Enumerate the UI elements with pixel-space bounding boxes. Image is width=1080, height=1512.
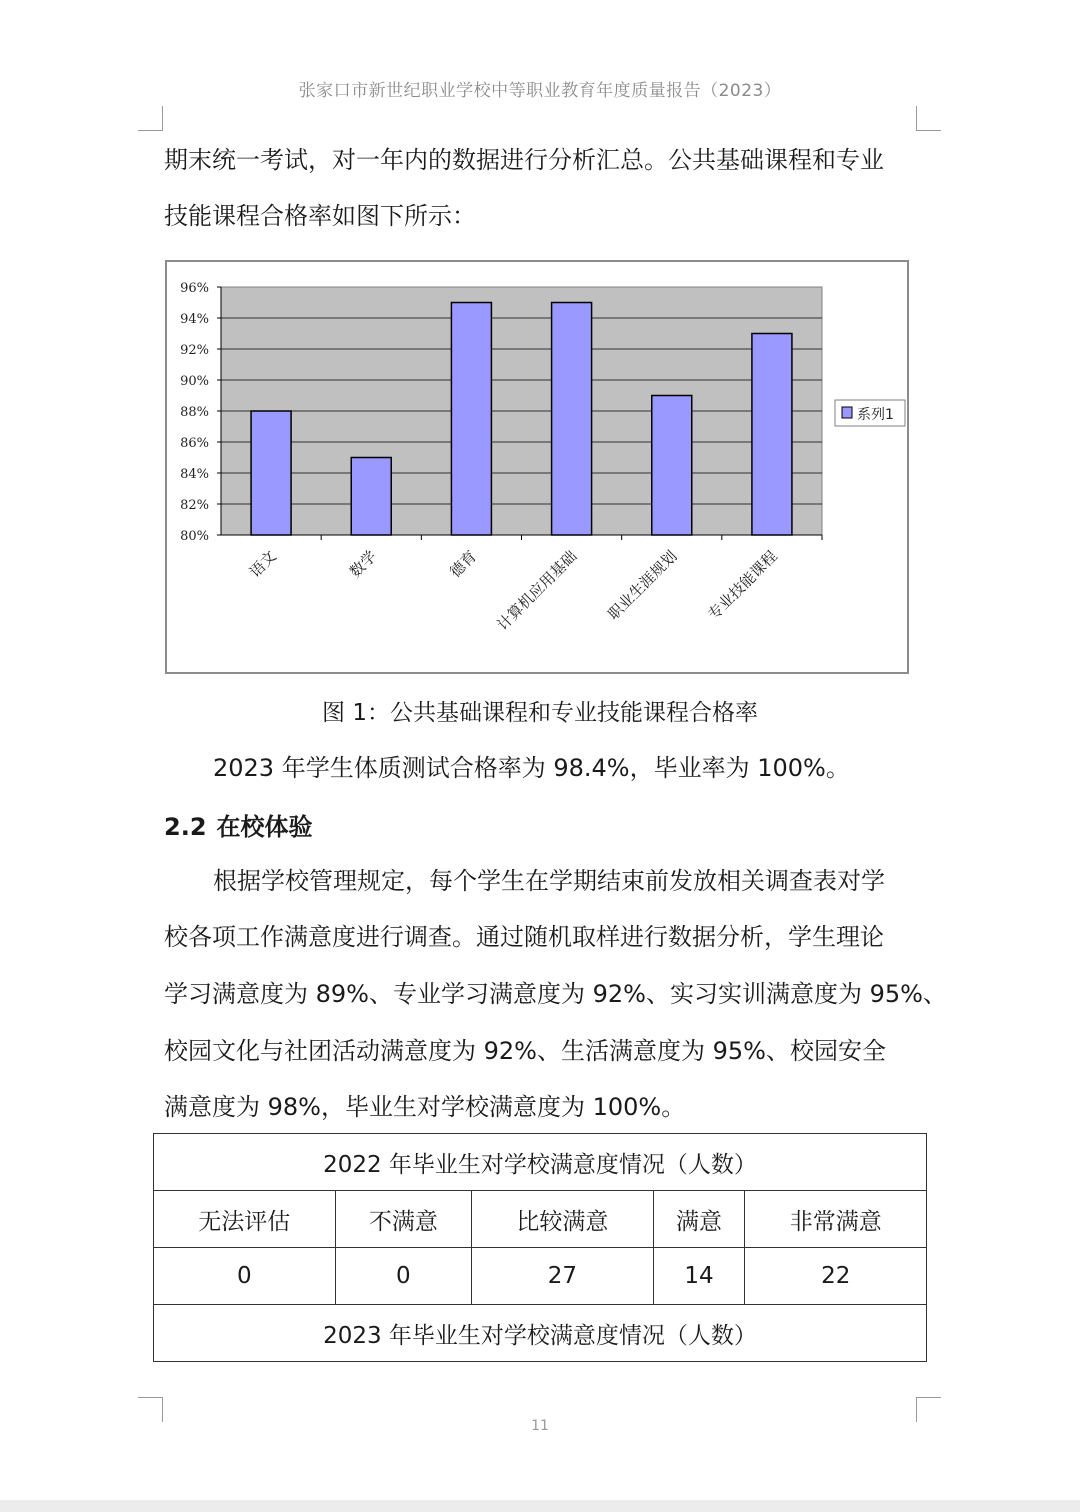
x-tick-label: 语文 (245, 547, 280, 582)
table-cell: 14 (653, 1248, 745, 1305)
table-header-cell: 无法评估 (154, 1191, 336, 1248)
x-tick-label: 计算机应用基础 (493, 547, 581, 635)
table-header-cell: 比较满意 (472, 1191, 654, 1248)
x-tick-label: 德育 (446, 547, 481, 582)
stats-line: 2023 年学生体质测试合格率为 98.4%，毕业率为 100%。 (213, 754, 850, 782)
legend-label: 系列1 (857, 407, 894, 423)
body-line-2: 校各项工作满意度进行调查。通过随机取样进行数据分析，学生理论 (164, 923, 884, 951)
y-tick-label: 94% (180, 312, 209, 327)
body-line-5: 满意度为 98%，毕业生对学校满意度为 100%。 (164, 1093, 686, 1121)
y-tick-label: 82% (180, 498, 209, 513)
pass-rate-chart (165, 260, 909, 674)
table-title-row-2023 (154, 1305, 927, 1362)
table-header-row (154, 1191, 927, 1248)
bar-6 (752, 334, 792, 536)
table-cell: 0 (154, 1248, 336, 1305)
satisfaction-table (153, 1133, 927, 1362)
table-cell: 22 (745, 1248, 927, 1305)
legend-swatch (842, 407, 852, 418)
bar-2 (351, 458, 391, 536)
header-title: 张家口市新世纪职业学校中等职业教育年度质量报告（2023） (298, 81, 782, 101)
page-number: 11 (531, 1418, 549, 1434)
chart-svg (167, 262, 907, 672)
intro-line-1: 期末统一考试，对一年内的数据进行分析汇总。公共基础课程和专业 (164, 146, 884, 174)
y-tick-label: 84% (180, 467, 209, 482)
table-title-2023: 2023 年毕业生对学校满意度情况（人数） (154, 1305, 927, 1362)
bar-3 (451, 303, 491, 536)
bar-4 (552, 303, 592, 536)
y-tick-label: 86% (180, 436, 209, 451)
y-tick-label: 96% (180, 281, 209, 296)
table-header-cell: 满意 (653, 1191, 745, 1248)
section-title: 在校体验 (216, 813, 313, 841)
table-header-cell: 非常满意 (745, 1191, 927, 1248)
table-cell: 27 (472, 1248, 654, 1305)
x-tick-label: 数学 (346, 547, 381, 582)
bar-5 (652, 396, 692, 536)
table-cell: 0 (335, 1248, 472, 1305)
body-line-3: 学习满意度为 89%、专业学习满意度为 92%、实习实训满意度为 95%、 (164, 980, 947, 1008)
y-tick-label: 88% (180, 405, 209, 420)
corner-mark-top-left (138, 106, 163, 131)
y-tick-label: 92% (180, 343, 209, 358)
x-tick-label: 专业技能课程 (704, 547, 781, 624)
section-number: 2.2 (164, 813, 207, 841)
body-line-4: 校园文化与社团活动满意度为 92%、生活满意度为 95%、校园安全 (164, 1037, 886, 1065)
table-title-row-2022 (154, 1134, 927, 1191)
corner-mark-top-right (916, 106, 941, 131)
body-line-1: 根据学校管理规定，每个学生在学期结束前发放相关调查表对学 (213, 867, 885, 895)
intro-line-2: 技能课程合格率如图下所示： (164, 202, 476, 230)
figure-caption: 图 1：公共基础课程和专业技能课程合格率 (322, 700, 758, 726)
y-tick-label: 90% (180, 374, 209, 389)
table-header-cell: 不满意 (335, 1191, 472, 1248)
x-tick-label: 职业生涯规划 (604, 547, 681, 624)
bottom-band (0, 1500, 1080, 1512)
table-row (154, 1248, 927, 1305)
bar-1 (251, 411, 291, 535)
table-title-2022: 2022 年毕业生对学校满意度情况（人数） (154, 1134, 927, 1191)
section-heading (164, 807, 313, 842)
y-tick-label: 80% (180, 529, 209, 544)
